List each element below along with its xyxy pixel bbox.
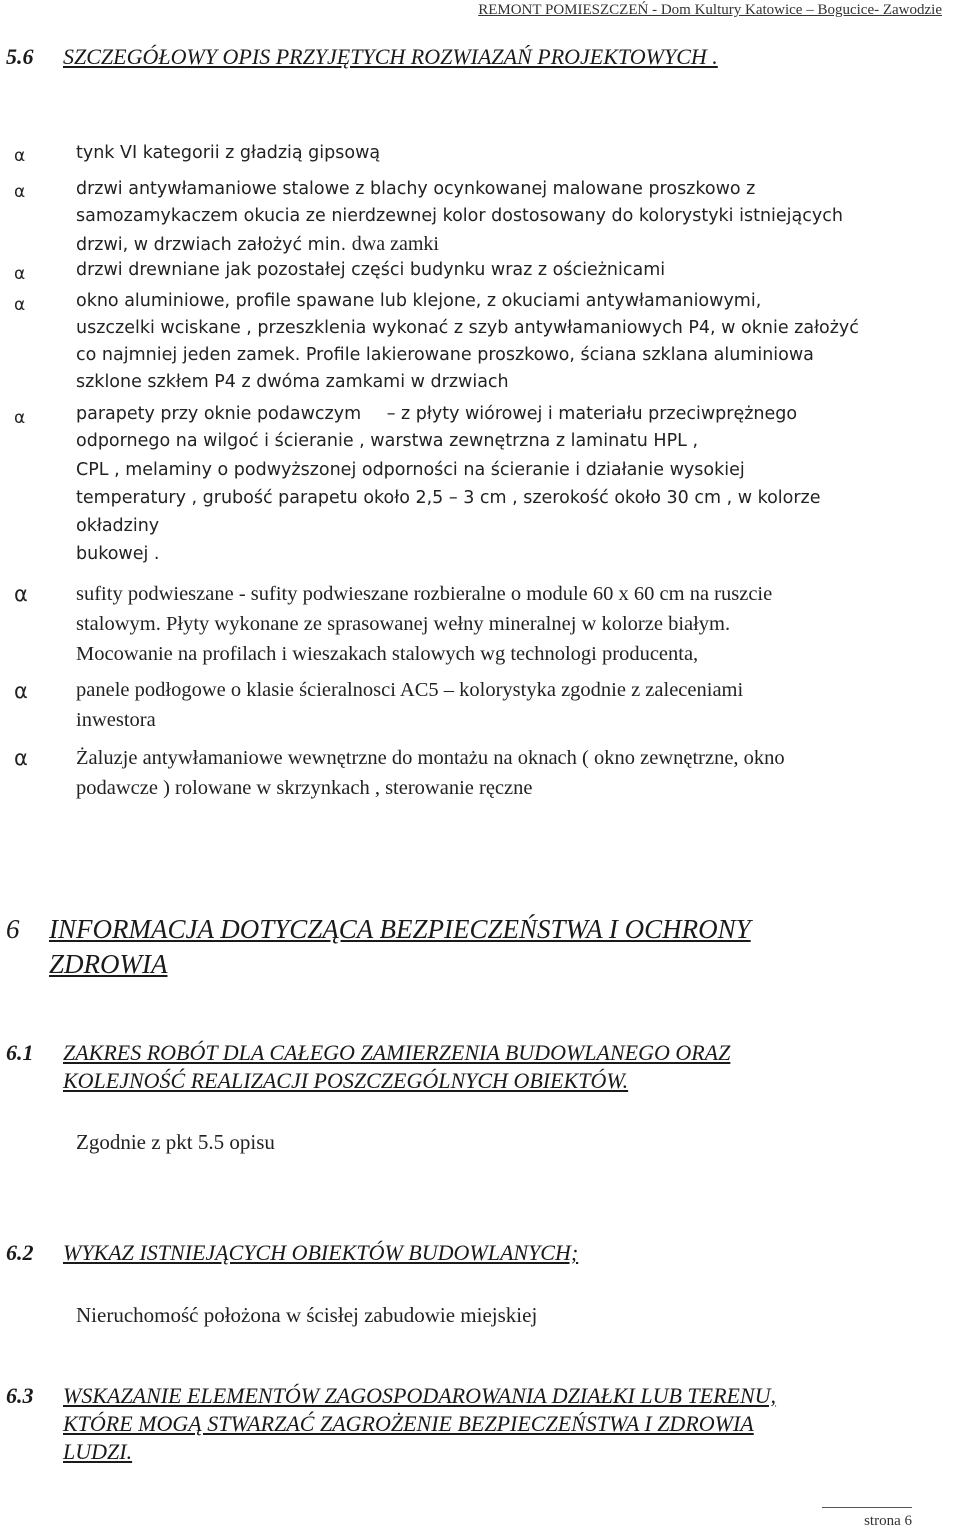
bullet-icon: α xyxy=(14,182,26,202)
section-number: 6.1 xyxy=(6,1040,34,1065)
list-item-line: okładziny xyxy=(76,516,160,536)
section-title: WYKAZ ISTNIEJĄCYCH OBIEKTÓW BUDOWLANYCH; xyxy=(63,1240,579,1265)
list-item-line xyxy=(76,404,797,424)
list-item-line: odpornego na wilgoć i ścieranie , warstwa zewnętrzna z laminatu HPL , xyxy=(76,431,699,451)
section-6-2-body: Nieruchomość położona w ścisłej zabudowie miejskiej xyxy=(76,1303,538,1327)
list-item-text: – z płyty wiórowej i materiału przeciwprężnego xyxy=(386,404,798,424)
list-item-line: szklone szkłem P4 z dwóma zamkami w drzwiach xyxy=(76,372,509,392)
section-title: SZCZEGÓŁOWY OPIS PRZYJĘTYCH ROZWIAZAŃ PROJEKTOWYCH . xyxy=(63,44,718,69)
section-title: ZAKRES ROBÓT DLA CAŁEGO ZAMIERZENIA BUDOWLANEGO ORAZ xyxy=(63,1040,731,1065)
list-item-line xyxy=(76,345,814,365)
bullet-icon: α xyxy=(14,746,28,770)
section-6-1-heading xyxy=(6,1040,730,1066)
list-item-line xyxy=(76,233,439,256)
list-item-line: bukowej . xyxy=(76,544,160,564)
section-6-heading-cont: ZDROWIA xyxy=(49,949,168,979)
bullet-icon: α xyxy=(14,146,26,166)
list-item-line: samozamykaczem okucia ze nierdzewnej kolor dostosowany do kolorystyki istniejących xyxy=(76,206,843,226)
section-title: INFORMACJA DOTYCZĄCA BEZPIECZEŃSTWA I OCHRONY xyxy=(49,914,751,944)
page-header: REMONT POMIESZCZEŃ - Dom Kultury Katowice – Bogucice- Zawodzie xyxy=(478,2,942,18)
list-item-text: drzwi, w drzwiach założyć min. xyxy=(76,235,347,255)
list-item-line: podawcze ) rolowane w skrzynkach , sterowanie ręczne xyxy=(76,777,533,799)
section-6-1-heading-cont: KOLEJNOŚĆ REALIZACJI POSZCZEGÓLNYCH OBIEKTÓW. xyxy=(63,1068,629,1093)
section-number: 5.6 xyxy=(6,44,34,69)
list-item-text: co najmniej jeden zamek. xyxy=(76,345,301,365)
section-number: 6.3 xyxy=(6,1383,34,1408)
list-item-line: panele podłogowe o klasie ścieralnosci AC5 – kolorystyka zgodnie z zaleceniami xyxy=(76,679,744,701)
bullet-icon: α xyxy=(14,264,26,284)
bullet-icon: α xyxy=(14,408,26,428)
list-item-text: parapety przy oknie podawczym xyxy=(76,404,362,424)
list-item-line: temperatury , grubość parapetu około 2,5 – 3 cm , szerokość około 30 cm , w kolorze xyxy=(76,488,821,508)
section-5-6-heading xyxy=(6,44,718,70)
list-item-line: CPL , melaminy o podwyższonej odporności na ścieranie i działanie wysokiej xyxy=(76,460,745,480)
list-item-line: sufity podwieszane - sufity podwieszane rozbieralne o module 60 x 60 cm na ruszcie xyxy=(76,583,773,605)
list-item-line: drzwi antywłamaniowe stalowe z blachy ocynkowanej malowane proszkowo z xyxy=(76,179,756,199)
list-item-line: stalowym. Płyty wykonane ze sprasowanej wełny mineralnej w kolorze białym. xyxy=(76,613,731,635)
page-number: strona 6 xyxy=(864,1513,912,1529)
list-item-text: dwa zamki xyxy=(351,233,439,255)
section-title: WSKAZANIE ELEMENTÓW ZAGOSPODAROWANIA DZIAŁKI LUB TERENU, xyxy=(63,1383,777,1408)
bullet-icon: α xyxy=(14,679,28,703)
section-6-3-heading-cont: LUDZI. xyxy=(63,1439,133,1464)
list-item-line: okno aluminiowe, profile spawane lub klejone, z okuciami antywłamaniowymi, xyxy=(76,291,762,311)
list-item-line: inwestora xyxy=(76,709,156,731)
bullet-icon: α xyxy=(14,582,28,606)
section-6-1-body: Zgodnie z pkt 5.5 opisu xyxy=(76,1130,275,1154)
section-number: 6 xyxy=(6,914,20,944)
list-item-text: Profile lakierowane proszkowo, ściana szklana aluminiowa xyxy=(305,345,814,365)
list-item-line: uszczelki wciskane , przeszklenia wykonać z szyb antywłamaniowych P4, w oknie założyć xyxy=(76,318,859,338)
bullet-icon: α xyxy=(14,295,26,315)
list-item-line: drzwi drewniane jak pozostałej części budynku wraz z ościeżnicami xyxy=(76,260,666,280)
section-6-2-heading xyxy=(6,1240,578,1266)
section-6-heading xyxy=(6,914,751,945)
list-item-line: Mocowanie na profilach i wieszakach stalowych wg technologi producenta, xyxy=(76,643,699,665)
footer-rule xyxy=(822,1507,912,1508)
list-item-line: tynk VI kategorii z gładzią gipsową xyxy=(76,143,381,163)
list-item-line: Żaluzje antywłamaniowe wewnętrzne do montażu na oknach ( okno zewnętrzne, okno xyxy=(76,747,785,769)
section-6-3-heading xyxy=(6,1383,776,1409)
section-number: 6.2 xyxy=(6,1240,34,1265)
section-6-3-heading-cont: KTÓRE MOGĄ STWARZAĆ ZAGROŻENIE BEZPIECZEŃSTWA I ZDROWIA xyxy=(63,1411,754,1436)
